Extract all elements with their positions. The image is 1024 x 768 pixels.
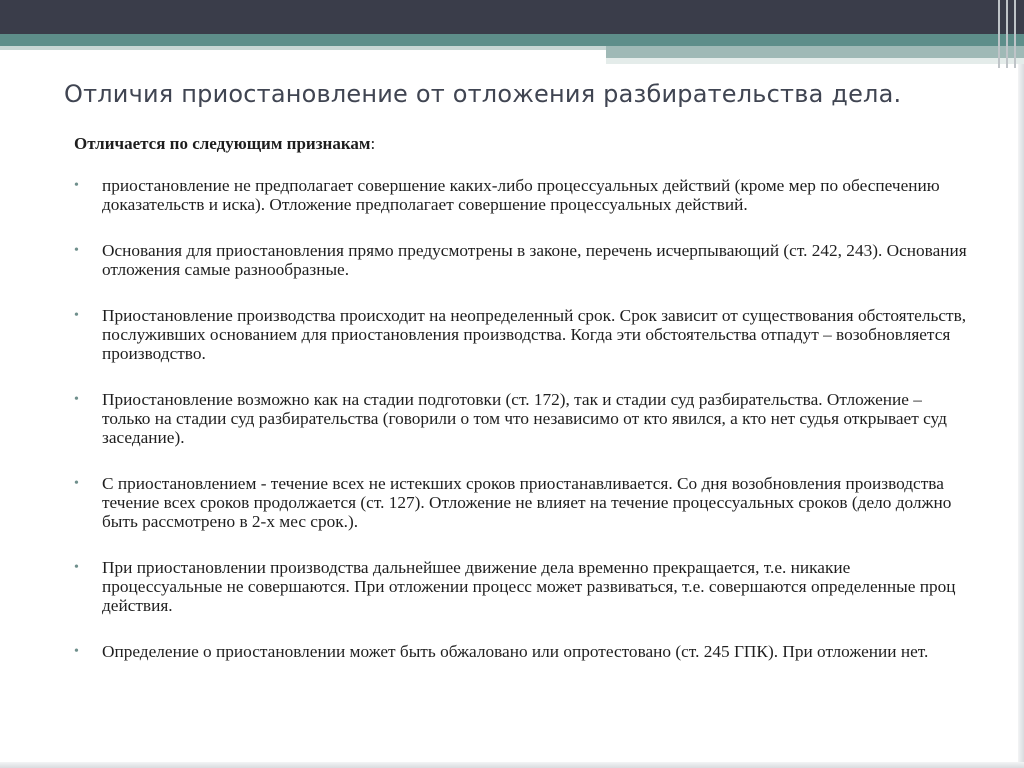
bullet-text: Определение о приостановлении может быть обжаловано или опротестовано (ст. 245 ГПК). При отложении нет.: [102, 642, 929, 661]
bullet-text: При приостановлении производства дальнейшее движение дела временно прекращается, т.е. никакие процессуальные не совершаются. При отложении процесс может развиваться, т.е. совершаются определенные проц действия.: [102, 558, 956, 615]
frame-shadow-right: [1018, 64, 1024, 768]
frame-shadow-bottom: [0, 762, 1024, 768]
subtitle-text: Отличается по следующим признакам: [74, 134, 371, 153]
header-edge-lines: [994, 0, 1024, 68]
bullet-text: Приостановление возможно как на стадии подготовки (ст. 172), так и стадии суд разбирательства. Отложение – только на стадии суд разбирательства (говорили о том что независимо от кто явился, а кто нет судья открывает суд заседание).: [102, 390, 947, 447]
bullet-text: С приостановлением - течение всех не истекших сроков приостанавливается. Со дня возобновления производства течение всех сроков продолжается (ст. 127). Отложение не влияет на течение процессуальных сроков (дело должно быть рассмотрено в 2-х мес срок.).: [102, 474, 952, 531]
bullet-item: [74, 474, 969, 531]
bullet-dot: •: [74, 560, 79, 575]
bullet-text: приостановление не предполагает совершение каких-либо процессуальных действий (кроме мер по обеспечению доказательств и иска). Отложение предполагает совершение процессуальных действий.: [102, 176, 940, 214]
header-band-teal: [0, 34, 1024, 46]
header-band-notch-light: [606, 58, 1024, 64]
bullet-text: Приостановление производства происходит на неопределенный срок. Срок зависит от существования обстоятельств, послуживших основанием для приостановления производства. Когда эти обстоятельства отпадут – возобновляется производство.: [102, 306, 967, 363]
slide-subtitle: [74, 134, 375, 154]
subtitle-colon: :: [370, 134, 376, 153]
bullet-item: [74, 390, 969, 447]
bullet-dot: •: [74, 308, 79, 323]
bullet-item: [74, 306, 969, 363]
slide-title: Отличия приостановление от отложения разбирательства дела.: [64, 80, 902, 108]
bullet-item: [74, 558, 969, 615]
bullet-item: [74, 241, 969, 279]
bullet-dot: •: [74, 476, 79, 491]
header-band-dark: [0, 0, 1024, 34]
bullet-dot: •: [74, 392, 79, 407]
header-band-notch: [606, 46, 1024, 58]
bullet-text: Основания для приостановления прямо предусмотрены в законе, перечень исчерпывающий (ст. 242, 243). Основания отложения самые разнообразные.: [102, 241, 967, 279]
header-band-light: [0, 46, 606, 50]
bullet-dot: •: [74, 178, 79, 193]
bullet-item: [74, 642, 969, 661]
bullet-dot: •: [74, 243, 79, 258]
bullet-list: [74, 176, 969, 688]
bullet-item: [74, 176, 969, 214]
bullet-dot: •: [74, 644, 79, 659]
